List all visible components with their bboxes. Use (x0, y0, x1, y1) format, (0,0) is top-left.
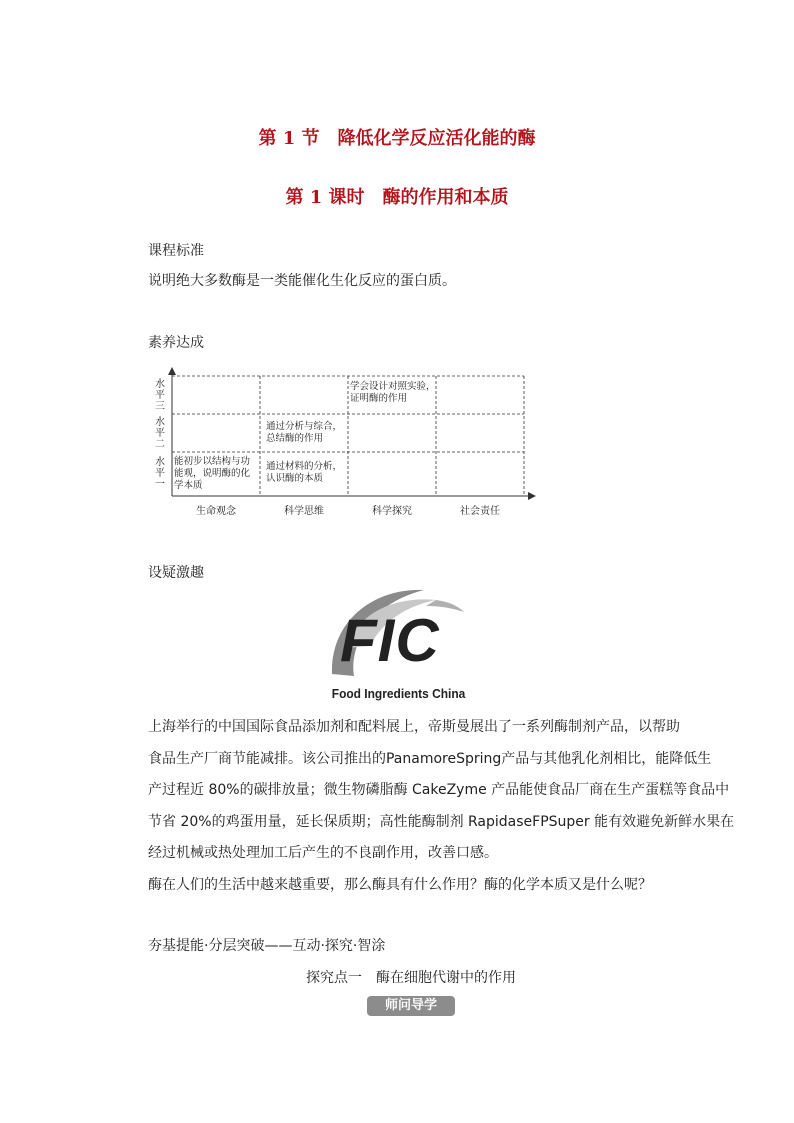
paragraph-line: 食品生产厂商节能减排。该公司推出的PanamoreSpring产品与其他乳化剂相比，能降低生 (148, 750, 712, 767)
paragraph-line: 产过程近 80%的碳排放量；微生物磷脂酶 CakeZyme 产品能使食品厂商在生产蛋糕等食品中 (148, 782, 730, 798)
x-category-inquiry: 科学探究 (372, 506, 412, 517)
y-level-2: 水平二 (155, 417, 165, 450)
cell-level1-thinking: 通过材料的分析，认识酶的本质 (266, 461, 343, 484)
course-standard-text: 说明绝大多数酶是一类能催化生化反应的蛋白质。 (148, 273, 456, 289)
fic-logo (326, 588, 470, 706)
cell-level3-inquiry: 学会设计对照实验，证明酶的作用 (350, 381, 436, 404)
lesson-title: 第 1 课时 酶的作用和本质 (285, 187, 509, 208)
intro-heading: 设疑激趣 (148, 565, 204, 581)
fic-logo-caption: Food Ingredients China (331, 686, 466, 701)
section-title: 第 1 节 降低化学反应活化能的酶 (258, 128, 536, 149)
x-category-social: 社会责任 (460, 506, 500, 517)
cell-level1-concept: 能初步以结构与功能观，说明酶的化学本质 (174, 456, 251, 491)
y-level-1: 水平一 (155, 457, 165, 490)
fic-logo-text: FIC (340, 607, 440, 674)
cell-level2-thinking: 通过分析与综合，总结酶的作用 (266, 421, 343, 444)
paragraph-line: 经过机械或热处理加工后产生的不良副作用，改善口感。 (148, 845, 498, 861)
intro-question: 酶在人们的生活中越来越重要，那么酶具有什么作用？酶的化学本质又是什么呢？ (148, 877, 652, 893)
y-level-3: 水平三 (155, 379, 165, 412)
inquiry-point-title: 探究点一 酶在细胞代谢中的作用 (306, 970, 516, 986)
course-standard-heading: 课程标准 (148, 243, 204, 259)
foundation-heading: 夯基提能·分层突破——互动·探究·智涂 (148, 938, 386, 954)
literacy-heading: 素养达成 (148, 335, 204, 351)
paragraph-line: 上海举行的中国国际食品添加剂和配料展上，帝斯曼展出了一系列酶制剂产品，以帮助 (148, 719, 680, 735)
paragraph-line: 节省 20%的鸡蛋用量，延长保质期；高性能酶制剂 RapidaseFPSuper 能有效避免新鲜水果在 (148, 813, 735, 830)
intro-paragraph (148, 712, 735, 870)
x-category-thinking: 科学思维 (284, 506, 324, 517)
teacher-guide-badge: 师问导学 (367, 996, 455, 1016)
x-category-life: 生命观念 (196, 506, 236, 517)
competency-grid (148, 365, 540, 520)
